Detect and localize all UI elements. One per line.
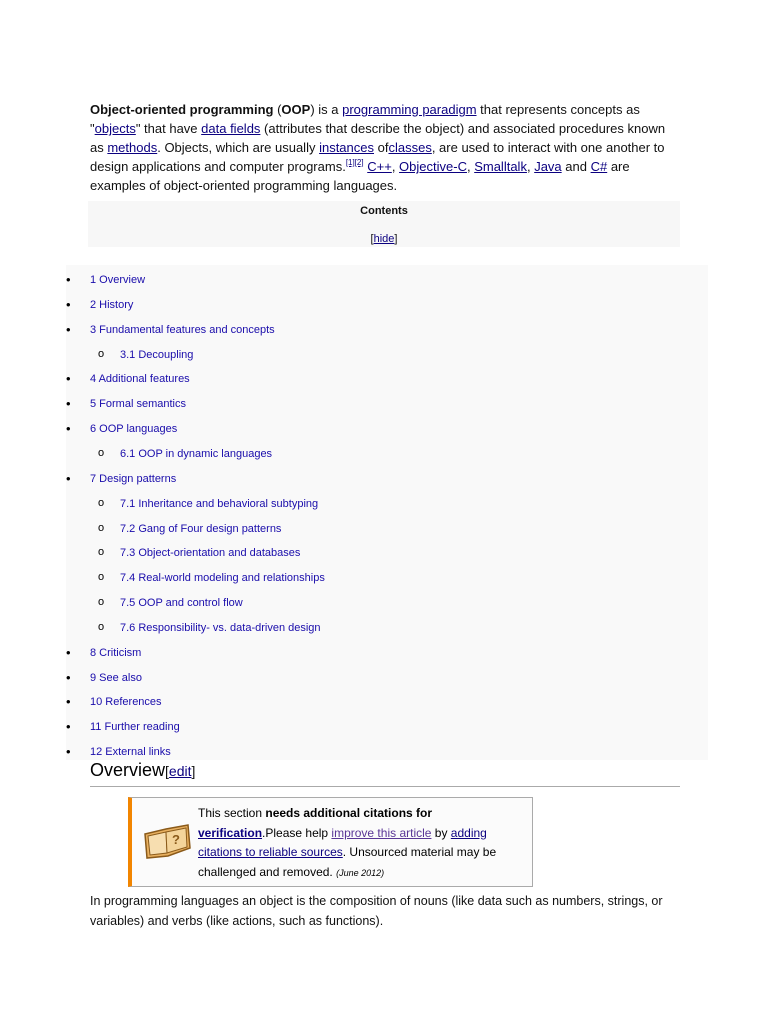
toc-link[interactable]: 7.4 Real-world modeling and relationships (120, 572, 325, 585)
toc-link[interactable]: 7.6 Responsibility- vs. data-driven design (120, 621, 321, 634)
intro-text: , (466, 159, 475, 174)
toc-item[interactable] (66, 596, 706, 620)
toc-item[interactable] (66, 298, 706, 322)
notice-emphasis: needs additional citations for (265, 806, 433, 820)
toc-hide-control (88, 233, 680, 245)
toc-link[interactable]: 6 OOP languages (90, 423, 178, 436)
intro-abbr: OOP (281, 102, 311, 117)
toc-link[interactable]: 2 History (90, 298, 134, 311)
link-data-fields[interactable]: data fields (201, 121, 261, 136)
link-cpp[interactable]: C++ (367, 159, 392, 174)
intro-text: ( (273, 102, 282, 117)
intro-text: , (526, 159, 535, 174)
intro-text: , (391, 159, 400, 174)
circle-bullet-icon: o (98, 620, 105, 633)
link-verification[interactable]: verification (198, 825, 263, 840)
toc-item[interactable] (66, 522, 706, 546)
intro-text: . Objects, which are usually (157, 140, 320, 155)
link-smalltalk[interactable]: Smalltalk (474, 159, 527, 174)
toc-link[interactable]: 7.3 Object-orientation and databases (120, 547, 301, 560)
bullet-icon: • (66, 272, 71, 287)
circle-bullet-icon: o (98, 521, 105, 534)
link-instances[interactable]: instances (319, 140, 374, 155)
bullet-icon: • (66, 744, 71, 760)
link-programming-paradigm[interactable]: programming paradigm (342, 102, 477, 117)
toc-item[interactable] (66, 497, 706, 521)
citation-notice-text (198, 804, 523, 883)
svg-text:?: ? (172, 832, 180, 847)
notice-text: by (431, 825, 451, 840)
bullet-icon: • (66, 296, 71, 312)
circle-bullet-icon: o (98, 446, 105, 459)
bullet-icon: • (66, 644, 71, 660)
link-classes[interactable]: classes (388, 140, 432, 155)
toc-link[interactable]: 3 Fundamental features and concepts (90, 323, 275, 336)
toc-item[interactable] (66, 397, 706, 421)
edit-link[interactable]: edit (168, 763, 192, 779)
toc-item[interactable] (66, 372, 706, 396)
toc-header (88, 201, 680, 247)
toc-item[interactable] (66, 273, 706, 297)
toc-item[interactable] (66, 546, 706, 570)
circle-bullet-icon: o (98, 596, 105, 609)
link-methods[interactable]: methods (107, 140, 158, 155)
toc-item[interactable] (66, 646, 706, 670)
bracket: [ (165, 763, 169, 779)
circle-bullet-icon: o (98, 571, 105, 584)
toc-item[interactable] (66, 348, 706, 372)
toc-link[interactable]: 10 References (90, 696, 162, 709)
toc-link[interactable]: 1 Overview (90, 274, 146, 286)
intro-text: " that have (135, 121, 202, 136)
overview-paragraph: In programming languages an object is the composition of nouns (like data such as numbers, strings, or variables) and verbs (like actions, such as functions). (90, 894, 663, 928)
intro-text: are examples of object-oriented programming languages. (90, 159, 630, 193)
intro-text: , are used to interact with one another to design applications and computer programs. (90, 140, 665, 174)
toc-item[interactable] (66, 621, 706, 645)
bullet-icon: • (66, 719, 71, 735)
toc-item[interactable] (66, 447, 706, 471)
link-java[interactable]: Java (534, 159, 562, 174)
toc-link[interactable]: 5 Formal semantics (90, 398, 186, 411)
bracket: ] (191, 763, 196, 779)
toc-link[interactable]: 7 Design patterns (90, 472, 177, 485)
notice-date: (June 2012) (336, 867, 385, 878)
toc-link[interactable]: 4 Additional features (90, 373, 190, 386)
intro-text: (attributes that describe the object) and associated procedures known as (90, 121, 666, 155)
circle-bullet-icon: o (98, 546, 105, 559)
open-book-question-icon (142, 822, 192, 862)
edit-section (165, 763, 195, 779)
toc-item[interactable] (66, 695, 706, 719)
toc-item[interactable] (66, 720, 706, 744)
link-objective-c[interactable]: Objective-C (399, 159, 467, 174)
intro-text: ) is a (310, 102, 343, 117)
link-improve-article[interactable]: improve this article (331, 825, 432, 840)
toc-list (66, 265, 708, 760)
toc-link[interactable]: 7.2 Gang of Four design patterns (120, 522, 282, 535)
toc-item[interactable] (66, 422, 706, 446)
bracket: [ (370, 233, 374, 245)
toc-item[interactable] (66, 671, 706, 695)
bullet-icon: • (66, 321, 71, 337)
link-objects[interactable]: objects (94, 121, 136, 136)
link-adding-citations[interactable]: adding citations to reliable sources (198, 825, 487, 859)
toc-link[interactable]: 8 Criticism (90, 646, 142, 659)
intro-text: that represents concepts as " (90, 102, 640, 136)
intro-text: of (374, 140, 389, 155)
intro-text: and (561, 159, 591, 174)
toc-hide-link[interactable]: hide (373, 233, 395, 245)
citation-notice-box (128, 797, 533, 887)
toc-item[interactable] (66, 571, 706, 595)
bracket: ] (394, 233, 398, 245)
toc-link[interactable]: 11 Further reading (90, 721, 180, 734)
toc-link[interactable]: 7.5 OOP and control flow (120, 597, 243, 610)
intro-term: Object-oriented programming (90, 102, 274, 117)
toc-link[interactable]: 9 See also (90, 671, 142, 684)
notice-text: This section (198, 806, 266, 820)
intro-paragraph (90, 100, 680, 195)
section-heading-overview (90, 760, 680, 787)
toc-link[interactable]: 12 External links (90, 746, 171, 759)
section-title: Overview (90, 760, 166, 780)
circle-bullet-icon: o (98, 347, 105, 360)
notice-text: .Please help (262, 825, 332, 840)
toc-title: Contents (360, 205, 408, 217)
bullet-icon: • (66, 669, 71, 685)
citation-refs[interactable]: [1][2] (345, 158, 364, 167)
toc-link[interactable]: 7.1 Inheritance and behavioral subtyping (120, 497, 319, 510)
notice-text: . Unsourced material may be challenged and removed. (198, 845, 497, 879)
toc-item[interactable] (66, 472, 706, 496)
bullet-icon: • (66, 421, 71, 437)
circle-bullet-icon: o (98, 496, 105, 509)
bullet-icon: • (66, 396, 71, 412)
bullet-icon: • (66, 371, 71, 387)
toc-link[interactable]: 6.1 OOP in dynamic languages (120, 447, 273, 460)
bullet-icon: • (66, 694, 71, 710)
toc-link[interactable]: 3.1 Decoupling (120, 348, 194, 361)
link-csharp[interactable]: C# (590, 159, 608, 174)
bullet-icon: • (66, 470, 71, 486)
toc-item[interactable] (66, 323, 706, 347)
